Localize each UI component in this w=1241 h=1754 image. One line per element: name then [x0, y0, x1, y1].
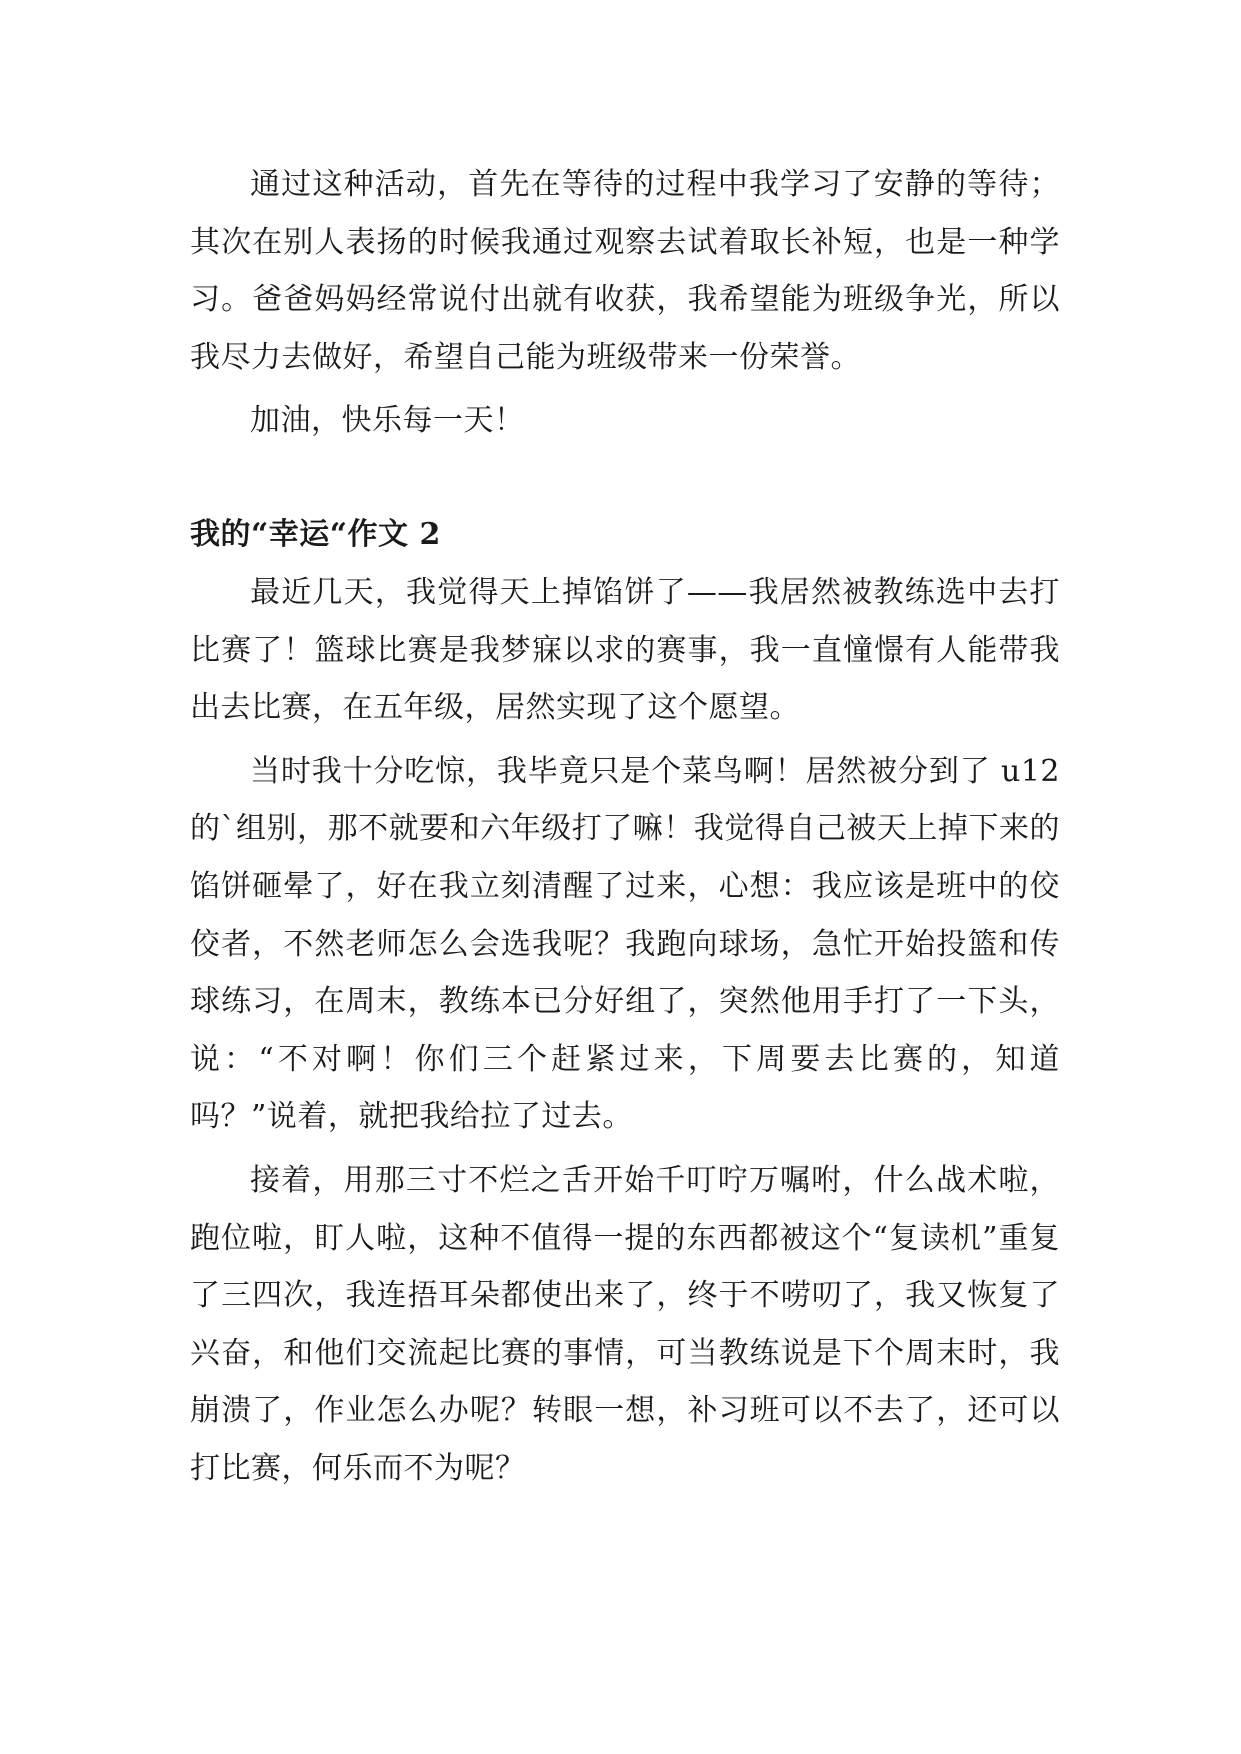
- paragraph: 加油，快乐每一天！: [250, 403, 525, 439]
- document-page: [190, 156, 1060, 1497]
- paragraph: 通过这种活动，首先在等待的过程中我学习了安静的等待；其次在别人表扬的时候我通过观察去试着取长补短，也是一种学习。爸爸妈妈经常说付出就有收获，我希望能为班级争光，所以我尽力去做好，希望自己能为班级带来一份荣誉。: [190, 167, 1060, 375]
- paragraph: 接着，用那三寸不烂之舌开始千叮咛万嘱咐，什么战术啦，跑位啦，盯人啦，这种不值得一提的东西都被这个“复读机”重复了三四次，我连捂耳朵都使出来了，终于不唠叨了，我又恢复了兴奋，和他们交流起比赛的事情，可当教练说是下个周末时，我崩溃了，作业怎么办呢？转眼一想，补习班可以不去了，还可以打比赛，何乐而不为呢？: [190, 1162, 1060, 1486]
- section-heading: 我的“幸运“作文 2: [190, 516, 441, 552]
- section-spacer: [190, 450, 1060, 506]
- paragraph: 当时我十分吃惊，我毕竟只是个菜鸟啊！居然被分到了 u12 的`组别，那不就要和六年级打了嘛！我觉得自己被天上掉下来的馅饼砸晕了，好在我立刻清醒了过来，心想：我应该是班中的佼佼者，不然老师怎么会选我呢？我跑向球场，急忙开始投篮和传球练习，在周末，教练本已分好组了，突然他用手打了一下头，说：“不对啊！你们三个赶紧过来，下周要去比赛的，知道吗？”说着，就把我给拉了过去。: [190, 753, 1060, 1135]
- paragraph: 最近几天，我觉得天上掉馅饼了——我居然被教练选中去打比赛了！篮球比赛是我梦寐以求的赛事，我一直憧憬有人能带我出去比赛，在五年级，居然实现了这个愿望。: [190, 574, 1060, 726]
